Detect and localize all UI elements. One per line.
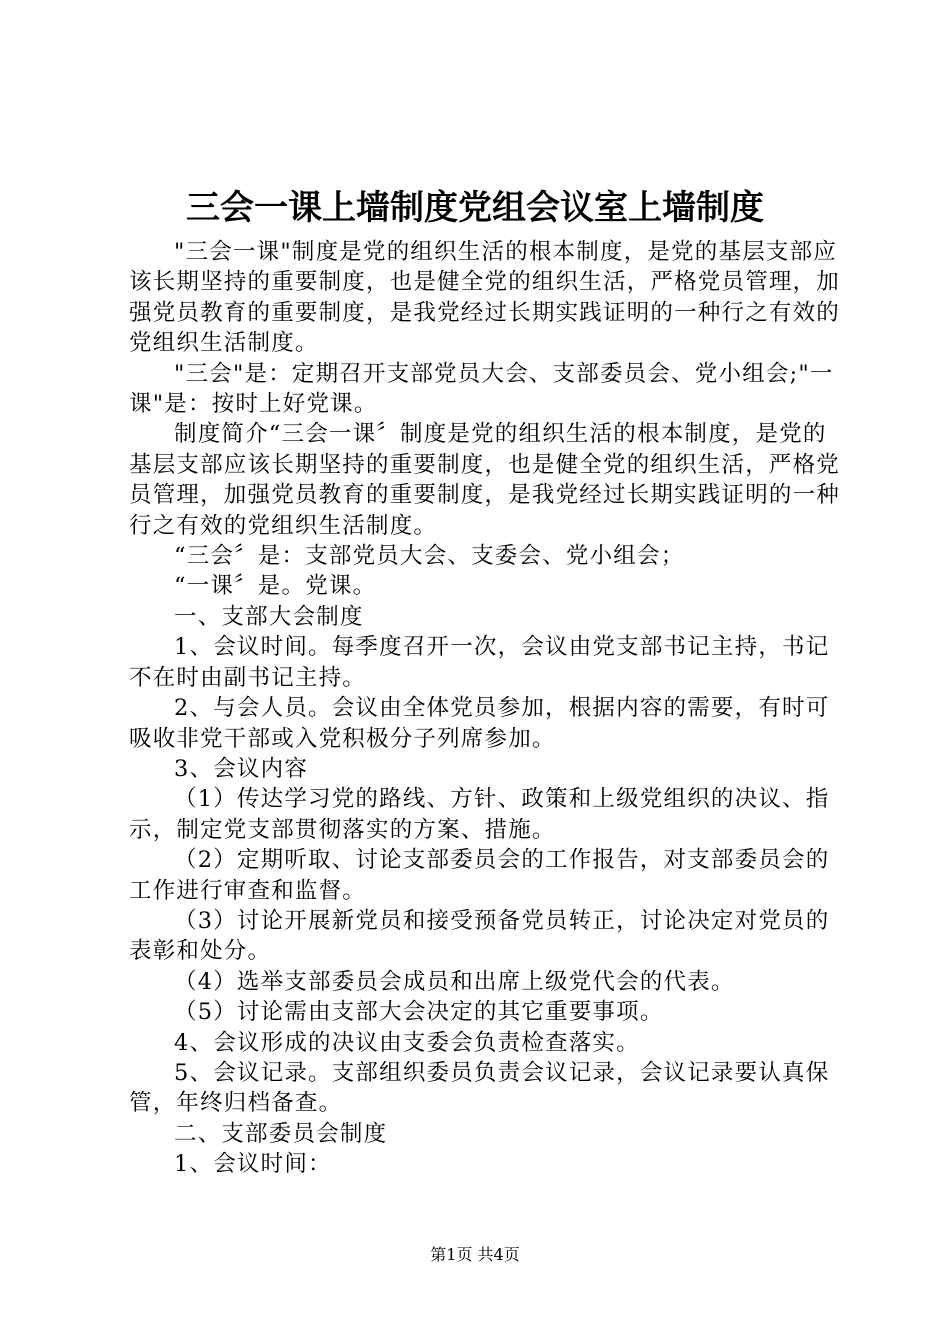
list-item: （5）讨论需由支部大会决定的其它重要事项。 bbox=[174, 999, 664, 1026]
section-heading: 一、支部大会制度 bbox=[174, 603, 364, 630]
paragraph: 1、会议时间： bbox=[174, 1151, 332, 1178]
paragraph: 制度简介“三会一课〞制度是党的组织生活的根本制度，是党的基层支部应该长期坚持的重要制度，也是健全党的组织生活，严格党员管理，加强党员教育的重要制度，是我党经过长期实践证明的一种行之有效的党组织生活制度。 bbox=[129, 421, 841, 539]
paragraph: 1、会议时间。每季度召开一次，会议由党支部书记主持，书记不在时由副书记主持。 bbox=[129, 634, 830, 691]
list-item: （4）选举支部委员会成员和出席上级党代会的代表。 bbox=[174, 968, 735, 995]
page-footer: 第1页 共4页 bbox=[430, 1245, 520, 1264]
paragraph: 5、会议记录。支部组织委员负责会议记录，会议记录要认真保管，年终归档备查。 bbox=[129, 1059, 830, 1117]
document-title: 三会一课上墙制度党组会议室上墙制度 bbox=[186, 188, 764, 228]
paragraph: “三会〞是：支部党员大会、支委会、党小组会； bbox=[174, 543, 685, 570]
paragraph: "三会一课"制度是党的组织生活的根本制度，是党的基层支部应该长期坚持的重要制度，也是健全党的组织生活，严格党员管理，加强党员教育的重要制度，是我党经过长期实践证明的一种行之有效的党组织生活制度。 bbox=[129, 239, 841, 357]
section-heading: 二、支部委员会制度 bbox=[174, 1120, 388, 1147]
list-item: （1）传达学习党的路线、方针、政策和上级党组织的决议、指示，制定党支部贯彻落实的方案、措施。 bbox=[129, 786, 830, 843]
document-body bbox=[129, 237, 849, 1180]
list-item: （3）讨论开展新党员和接受预备党员转正，讨论决定对党员的表彰和处分。 bbox=[129, 907, 830, 965]
paragraph: "三会"是：定期召开支部党员大会、支部委员会、党小组会;"一课"是：按时上好党课。 bbox=[129, 360, 834, 418]
paragraph: “一课〞是。党课。 bbox=[174, 573, 377, 600]
paragraph: 3、会议内容 bbox=[174, 755, 309, 782]
paragraph: 2、与会人员。会议由全体党员参加，根据内容的需要，有时可吸收非党干部或入党积极分子列席参加。 bbox=[129, 695, 830, 752]
paragraph: 4、会议形成的决议由支委会负责检查落实。 bbox=[174, 1029, 640, 1056]
list-item: （2）定期听取、讨论支部委员会的工作报告，对支部委员会的工作进行审查和监督。 bbox=[129, 847, 830, 904]
